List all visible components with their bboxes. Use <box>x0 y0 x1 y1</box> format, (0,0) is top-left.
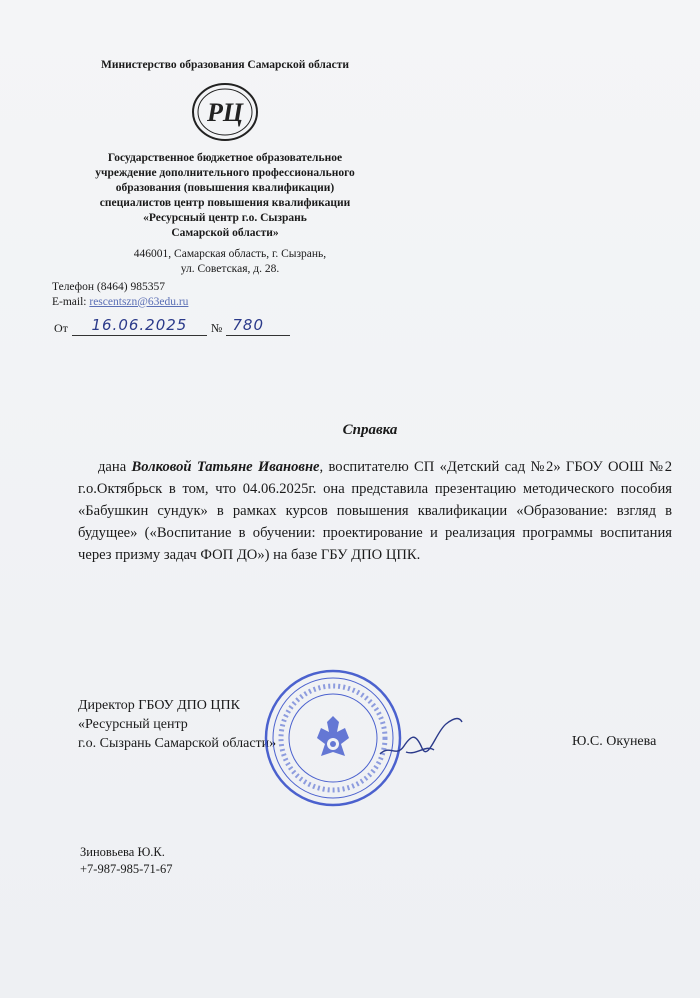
logo-text: РЦ <box>206 98 244 127</box>
org-line: учреждение дополнительного профессионального <box>95 167 355 179</box>
document-title: Справка <box>342 422 398 438</box>
registration-date: 16.06.2025 <box>72 316 207 336</box>
signatory-line: «Ресурсный центр <box>78 717 188 732</box>
executor-phone: +7-987-985-71-67 <box>80 862 173 876</box>
registration-line <box>54 316 290 336</box>
signatory-line: г.о. Сызрань Самарской области» <box>78 736 277 751</box>
address-line: 446001, Самарская область, г. Сызрань, <box>133 248 327 260</box>
postal-address <box>80 247 380 276</box>
signer-name: Ю.С. Окунева <box>572 734 657 749</box>
organization-name <box>40 151 410 241</box>
email-row <box>52 295 188 310</box>
email-label: E-mail: <box>52 295 90 308</box>
org-line: «Ресурсный центр г.о. Сызрань <box>143 212 307 224</box>
email-link[interactable]: rescentszn@63edu.ru <box>89 295 189 308</box>
ministry-name: Министерство образования Самарской области <box>100 59 350 71</box>
from-label: От <box>54 321 68 335</box>
address-line: ул. Советская, д. 28. <box>180 262 280 275</box>
org-line: Самарской области» <box>171 227 279 239</box>
body-text: , воспитателю СП «Детский сад №2» ГБОУ ООШ №2 г.о.Октябрьск в том, что 04.06.2025г. она представила презентацию методического пособия «Бабушкин сундук» в рамках курсов повышения квалификации «Образование: взгляд в будущее» («Воспитание в обучении: проектирование и реализация программы воспитания через призму задач ФОП ДО») на базе ГБУ ДПО ЦПК. <box>78 459 672 563</box>
signatory-line: Директор ГБОУ ДПО ЦПК <box>78 698 240 713</box>
org-line: образования (повышения квалификации) <box>115 182 335 194</box>
signature-icon <box>376 714 466 764</box>
letterhead <box>40 58 410 241</box>
resource-center-logo-icon <box>190 81 260 143</box>
org-line: Государственное бюджетное образовательное <box>107 152 343 164</box>
signatory-title <box>78 696 276 753</box>
recipient-name: Волковой Татьяне Ивановне <box>131 459 320 475</box>
number-label: № <box>210 321 223 335</box>
phone-text: Телефон (8464) 985357 <box>52 281 165 293</box>
body-intro: дана <box>98 459 132 475</box>
org-line: специалистов центр повышения квалификации <box>99 197 351 209</box>
contacts <box>52 280 188 309</box>
executor-info <box>80 844 172 878</box>
document-body <box>78 456 672 566</box>
executor-name: Зиновьева Ю.К. <box>80 845 165 859</box>
registration-number: 780 <box>226 316 290 336</box>
